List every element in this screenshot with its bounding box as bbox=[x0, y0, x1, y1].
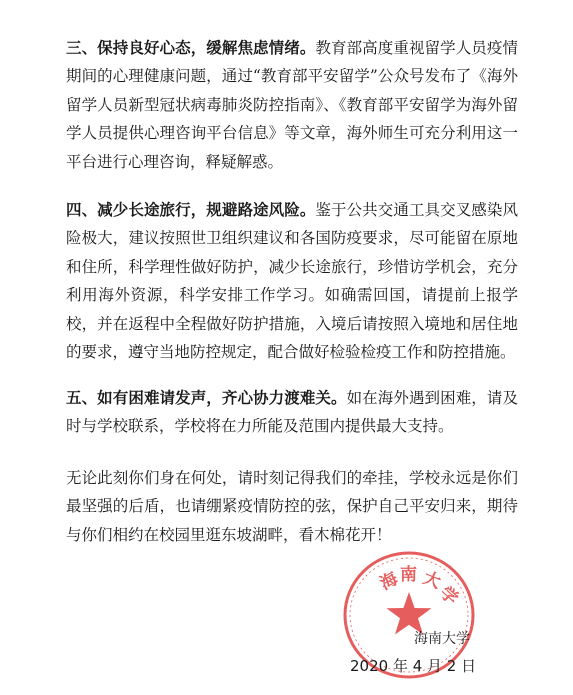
svg-text:南: 南 bbox=[400, 565, 417, 585]
paragraph-body: 鉴于公共交通工具交叉感染风险极大，建议按照世卫组织建议和各国防疫要求，尽可能留在原地和住所，科学理性做好防护，减少长途旅行，珍惜访学机会，充分利用海外资源，科学安排工作学习。如确需回国，请提前上报学校，并在返程中全程做好防护措施，入境后请按照入境地和居住地的要求，遵守当地防控规定，配合做好检验检疫工作和防控措施。 bbox=[66, 201, 518, 362]
paragraph-heading: 四、减少长途旅行，规避路途风险。 bbox=[66, 201, 316, 219]
paragraph-closing bbox=[66, 464, 518, 549]
signer-name: 海南大学 bbox=[414, 631, 470, 647]
svg-text:海: 海 bbox=[376, 568, 402, 595]
paragraph-travel bbox=[66, 196, 518, 366]
paragraph-heading: 五、如有困难请发声，齐心协力渡难关。 bbox=[66, 389, 347, 407]
signing-date: 2020 年 4 月 2 日 bbox=[350, 657, 477, 675]
paragraph-heading: 三、保持良好心态，缓解焦虑情绪。 bbox=[66, 39, 316, 57]
paragraph-body: 教育部高度重视留学人员疫情期间的心理健康问题，通过“教育部平安留学”公众号发布了《海外留学人员新型冠状病毒肺炎防控指南》、《教育部平安留学为海外留学人员提供心理咨询平台信息》等文章，海外师生可充分利用这一平台进行心理咨询，释疑解惑。 bbox=[66, 39, 518, 171]
paragraph-mental-health bbox=[66, 34, 518, 176]
paragraph-body: 无论此刻你们身在何处，请时刻记得我们的牵挂，学校永远是你们最坚强的后盾，也请绷紧疫情防控的弦，保护自己平安归来，期待与你们相约在校园里逛东坡湖畔，看木棉花开！ bbox=[66, 469, 518, 544]
svg-text:大: 大 bbox=[420, 568, 444, 594]
paragraph-body: 如在海外遇到困难，请及时与学校联系，学校将在力所能及范围内提供最大支持。 bbox=[66, 389, 518, 436]
paragraph-difficulties bbox=[66, 384, 518, 441]
svg-text:学: 学 bbox=[435, 582, 462, 610]
